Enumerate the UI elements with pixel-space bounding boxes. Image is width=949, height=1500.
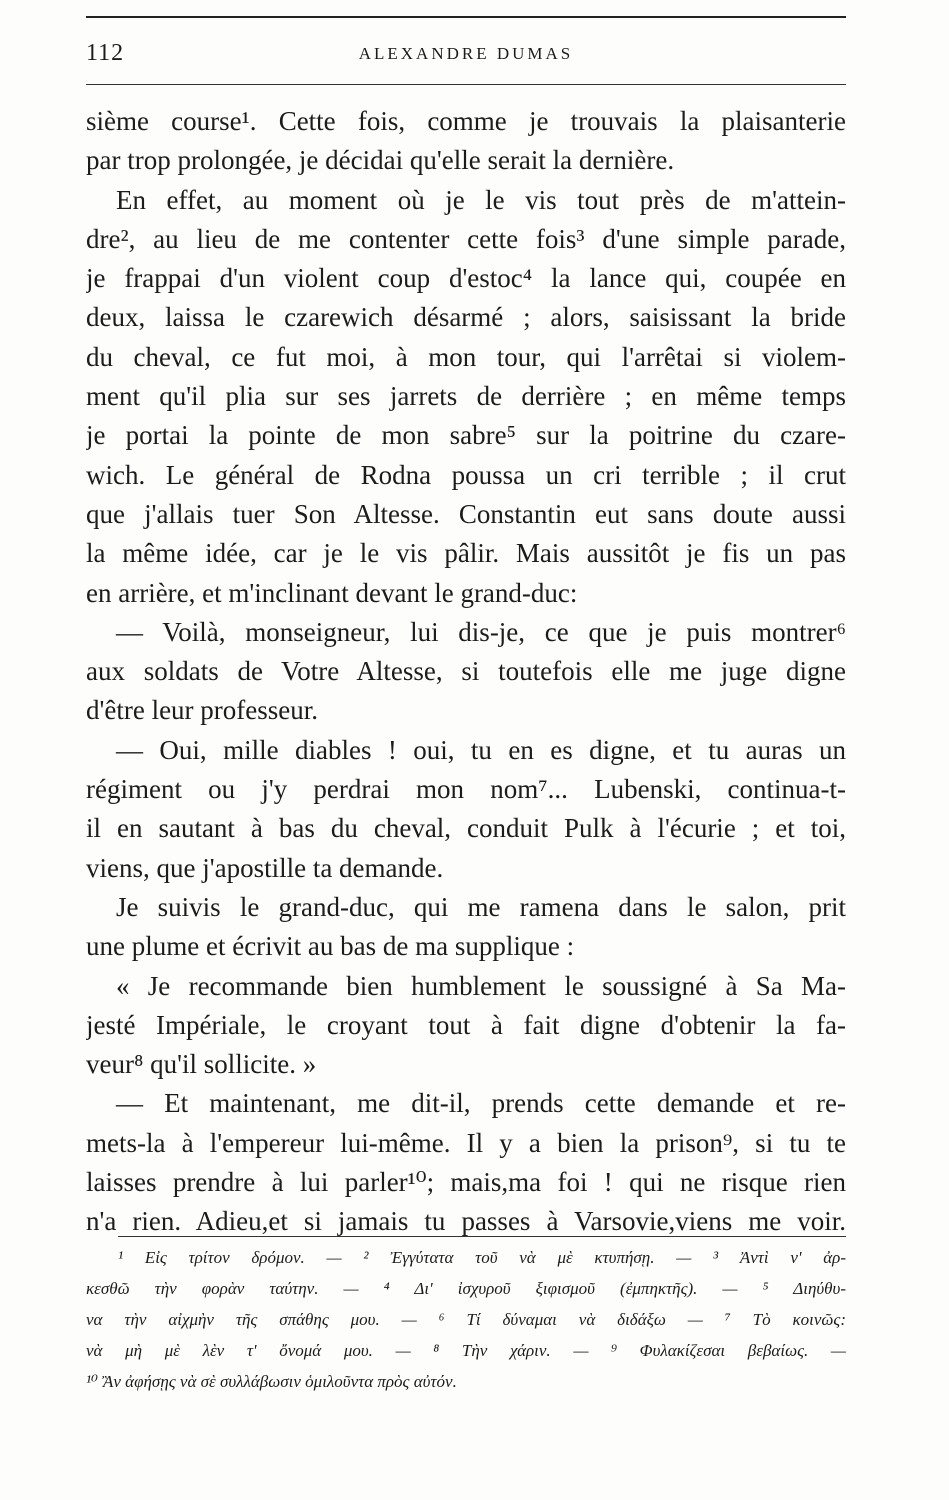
text-line: une plume et écrivit au bas de ma supplique : bbox=[86, 931, 575, 962]
text-line: « Je recommande bien humblement le soussigné à Sa Ma- bbox=[116, 970, 846, 1001]
body-text bbox=[86, 102, 846, 1242]
running-head: ALEXANDRE DUMAS bbox=[358, 44, 574, 63]
text-line: régiment ou j'y perdrai mon nom⁷... Lubenski, continua-t- bbox=[86, 774, 846, 805]
text-line: — Oui, mille diables ! oui, tu en es digne, et tu auras un bbox=[116, 734, 846, 765]
footnotes bbox=[86, 1242, 846, 1397]
footnote-line: κεσθῶ τὴν φορὰν ταύτην. — ⁴ Δι' ἰσχυροῦ ξιφισμοῦ (ἐμπηκτῆς). — ⁵ Διηύθυ- bbox=[86, 1279, 846, 1298]
text-line: mets-la à l'empereur lui-même. Il y a bien la prison⁹, si tu te bbox=[86, 1127, 846, 1158]
page-header bbox=[86, 36, 846, 76]
header-rule bbox=[86, 84, 846, 85]
text-line: par trop prolongée, je décidai qu'elle serait la dernière. bbox=[86, 145, 675, 176]
text-line: du cheval, ce fut moi, à mon tour, qui l'arrêtai si violem- bbox=[86, 341, 846, 372]
text-line: dre², au lieu de me contenter cette fois³ d'une simple parade, bbox=[86, 223, 846, 254]
footnote-line: να τὴν αἰχμὴν τῆς σπάθης μου. — ⁶ Τί δύναμαι νὰ διδάξω — ⁷ Τὸ κοινῶς: bbox=[86, 1310, 846, 1329]
text-line: la même idée, car je le vis pâlir. Mais aussitôt je fis un pas bbox=[86, 538, 846, 569]
footnote-rule bbox=[118, 1236, 846, 1237]
text-line: viens, que j'apostille ta demande. bbox=[86, 852, 444, 883]
text-line: — Voilà, monseigneur, lui dis-je, ce que je puis montrer⁶ bbox=[116, 616, 846, 647]
text-line: n'a rien. Adieu,et si jamais tu passes à Varsovie,viens me voir. bbox=[86, 1206, 846, 1237]
text-line: laisses prendre à lui parler¹⁰; mais,ma foi ! qui ne risque rien bbox=[86, 1167, 846, 1198]
text-line: jesté Impériale, le croyant tout à fait digne d'obtenir la fa- bbox=[86, 1009, 846, 1040]
text-line: En effet, au moment où je le vis tout près de m'attein- bbox=[116, 184, 846, 215]
text-line: je portai la pointe de mon sabre⁵ sur la poitrine du czare- bbox=[86, 420, 846, 451]
page-number: 112 bbox=[86, 40, 125, 66]
text-line: que j'allais tuer Son Altesse. Constantin eut sans doute aussi bbox=[86, 498, 846, 529]
text-line: sième course¹. Cette fois, comme je trouvais la plaisanterie bbox=[86, 106, 846, 136]
text-line: — Et maintenant, me dit-il, prends cette demande et re- bbox=[116, 1088, 846, 1119]
text-line: je frappai d'un violent coup d'estoc⁴ la lance qui, coupée en bbox=[86, 263, 846, 294]
text-line: wich. Le général de Rodna poussa un cri terrible ; il crut bbox=[86, 459, 846, 490]
text-line: en arrière, et m'inclinant devant le grand-duc: bbox=[86, 577, 578, 608]
footnote-line: νὰ μὴ μὲ λὲν τ' ὄνομά μου. — ⁸ Τὴν χάριν. — ⁹ Φυλακίζεσαι βεβαίως. — bbox=[86, 1341, 846, 1360]
text-line: ment qu'il plia sur ses jarrets de derrière ; en même temps bbox=[86, 381, 846, 412]
text-line: aux soldats de Votre Altesse, si toutefois elle me juge digne bbox=[86, 656, 846, 687]
footnote-line: ¹⁰ Ἂν ἀφήσῃς νὰ σὲ συλλάβωσιν ὁμιλοῦντα πρὸς αὐτόν. bbox=[86, 1372, 457, 1391]
text-line: d'être leur professeur. bbox=[86, 695, 319, 726]
text-line: veur⁸ qu'il sollicite. » bbox=[86, 1049, 317, 1080]
text-line: deux, laissa le czarewich désarmé ; alors, saisissant la bride bbox=[86, 302, 846, 333]
footnote-line: ¹ Εἰς τρίτον δρόμον. — ² Ἐγγύτατα τοῦ νὰ μὲ κτυπήσῃ. — ³ Ἀντὶ ν' ἀρ- bbox=[118, 1248, 846, 1267]
top-rule bbox=[86, 16, 846, 18]
text-line: il en sautant à bas du cheval, conduit Pulk à l'écurie ; et toi, bbox=[86, 813, 846, 844]
text-line: Je suivis le grand-duc, qui me ramena dans le salon, prit bbox=[116, 891, 846, 922]
